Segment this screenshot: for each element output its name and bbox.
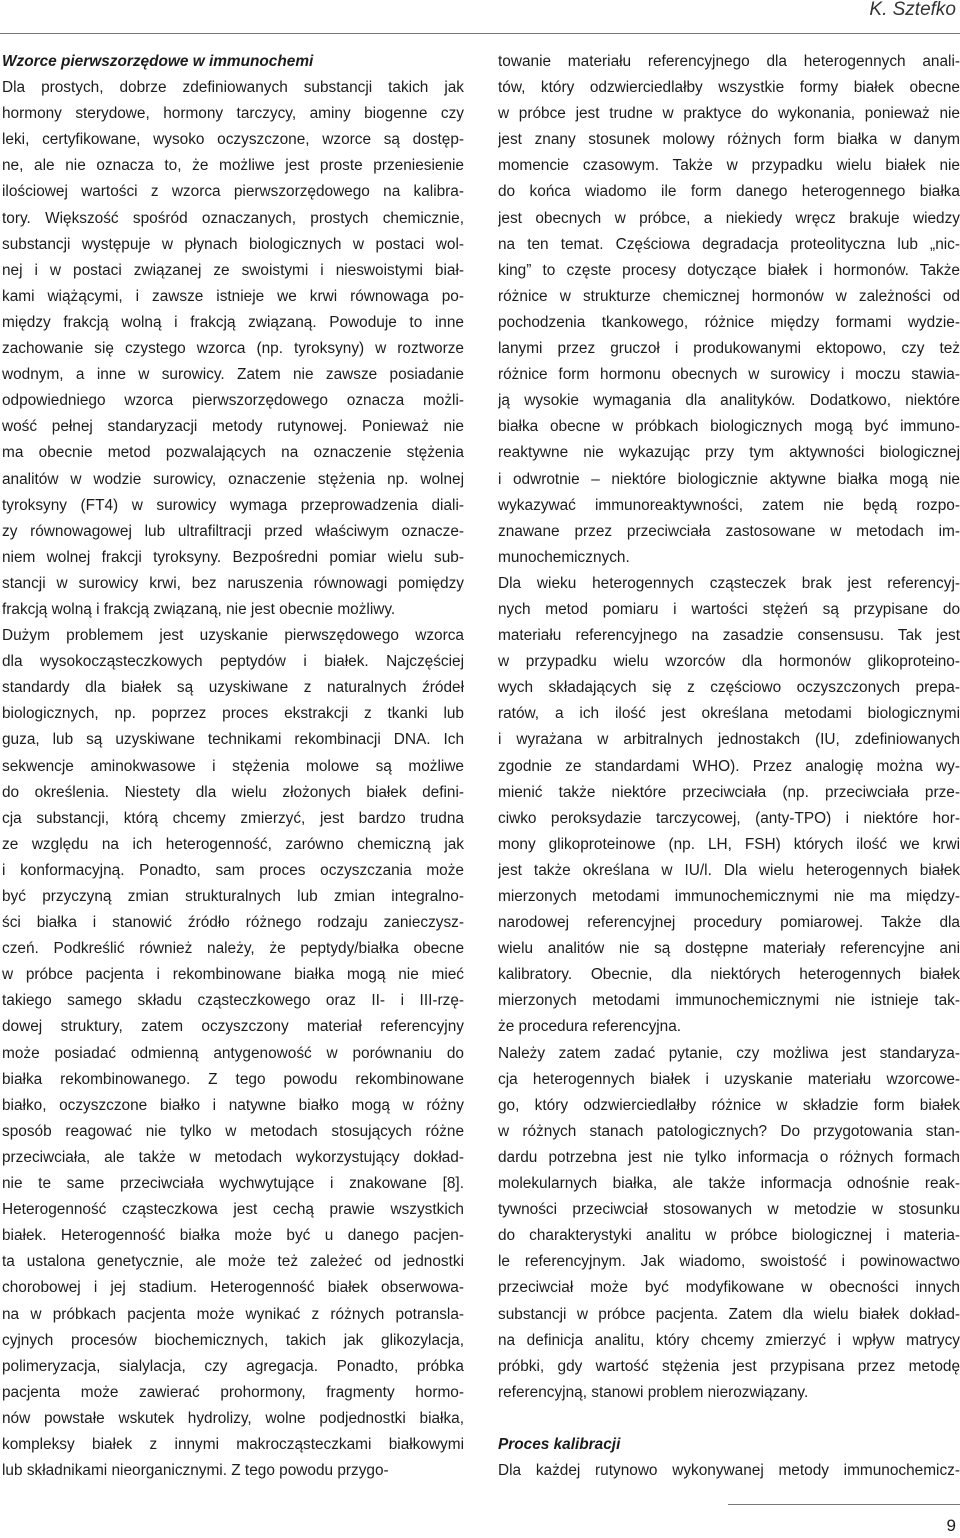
text-line: Dla prostych, dobrze zdefiniowanych substancji takich jak	[2, 79, 464, 97]
text-line: materiału referencyjnego na zasadzie consensusu. Tak jest	[498, 627, 960, 645]
text-line: hormony sterydowe, hormony tarczycy, aminy biogenne czy	[2, 105, 464, 123]
text-line: próbki, gdy wartość stężenia jest przypisana przez metodę	[498, 1357, 960, 1375]
text-line: tów, który odzwierciedlałby wszystkie formy białek obecne	[498, 79, 960, 97]
text-line: kami wiążącymi, i zawsze istnieje we krwi równowaga po-	[2, 287, 464, 305]
text-line: sposób reagować nie tylko w metodach stosujących różne	[2, 1122, 464, 1140]
text-line: może posiadać odmienną antygenowość w porównaniu do	[2, 1044, 464, 1062]
footer-rule	[728, 1504, 960, 1505]
text-line: guza, lub są uzyskiwane technikami rekombinacji DNA. Ich	[2, 731, 464, 749]
text-line: przeciwciała, ale także w metodach wykorzystujący dokład-	[2, 1148, 464, 1166]
text-line: przeciwciał może być modyfikowane w obecności innych	[498, 1279, 960, 1297]
text-line: nych metod pomiaru i wartości stężeń są przypisane do	[498, 600, 960, 618]
text-line: dardu potrzebna jest nie tylko informacja o różnych formach	[498, 1148, 960, 1166]
left-column	[2, 49, 464, 1484]
text-line: ze względu na ich heterogenność, zarówno chemiczną jak	[2, 835, 464, 853]
text-line: cyjnych procesów biochemicznych, takich jak glikozylacja,	[2, 1331, 464, 1349]
text-line: między frakcją wolną i frakcją związaną. Powoduje to inne	[2, 313, 464, 331]
text-line: zachowanie się czystego wzorca (np. tyroksyny) w roztworze	[2, 340, 464, 358]
text-line: na w próbkach pacjenta może wynikać z różnych potransla-	[2, 1305, 464, 1323]
text-line: leki, certyfikowane, wysoko oczyszczone, wzorce są dostęp-	[2, 131, 464, 149]
text-line: wielu analitów nie są dostępne materiały referencyjne ani	[498, 940, 960, 958]
text-line: tyroksyny (FT4) w surowicy wymaga przeprowadzenia diali-	[2, 496, 464, 514]
text-line: pacjenta może zawierać prohormony, fragmenty hormo-	[2, 1383, 464, 1401]
text-line: referencyjną, stanowi problem nierozwiązany.	[498, 1383, 809, 1401]
text-line: ilościowej wartości z wzorca pierwszorzędowego na kalibra-	[2, 183, 464, 201]
text-line: być przyczyną zmian strukturalnych lub zmian integralno-	[2, 888, 464, 905]
text-line: king” to częste procesy dotyczące białek i hormonów. Także	[498, 261, 960, 279]
text-line: mienić także niektóre przeciwciała (np. przeciwciała prze-	[498, 783, 960, 801]
text-line: do charakterystyki analitu w próbce biologicznej i materia-	[498, 1227, 960, 1245]
text-line: białko, oczyszczone białko i natywne białko mogą w różny	[2, 1096, 464, 1114]
text-line: ne, ale nie oznacza to, że możliwe jest proste przeniesienie	[2, 157, 464, 175]
text-line: jest znany stosunek molowy różnych form białka w danym	[498, 131, 960, 149]
text-line: Należy zatem zadać pytanie, czy możliwa jest standaryza-	[498, 1044, 960, 1062]
text-line: polimeryzacja, sialylacja, czy agregacja. Ponadto, próbka	[2, 1357, 464, 1375]
text-line: niem wolnej frakcji tyroksyny. Bezpośredni pomiar wielu sub-	[2, 548, 464, 566]
text-line: standardy dla białek są uzyskiwane z naturalnych źródeł	[2, 679, 464, 697]
text-line: lanymi przez gruczoł i produkowanymi ektopowo, czy też	[498, 340, 960, 358]
text-line: substancji w próbce pacjenta. Zatem dla wielu białek dokład-	[498, 1305, 960, 1323]
text-line: dowej struktury, zatem oczyszczony materiał referencyjny	[2, 1018, 464, 1036]
text-line: różnice w strukturze chemicznej hormonów w zależności od	[498, 287, 960, 305]
text-line: w próbce jest trudne w praktyce do wykonania, ponieważ nie	[498, 105, 960, 123]
text-line: nów powstałe wskutek hydrolizy, wolne podjednostki białka,	[2, 1409, 464, 1427]
text-line: i odwrotnie – niektóre biologicznie aktywne białka mogą nie	[498, 470, 960, 488]
text-line: molekularnych białka, ale także informacja odnośnie reak-	[498, 1175, 960, 1193]
text-line: narodowej referencyjnej procedury pomiarowej. Także dla	[498, 914, 960, 932]
text-line: białka obecne w próbkach biologicznych mogą być immuno-	[498, 418, 960, 436]
text-line: różnice form hormonu obecnych w surowicy i moczu stawia-	[498, 366, 960, 384]
text-line: ma obecnie metod pozwalających na oznaczenie stężenia	[2, 444, 464, 462]
text-line: ta ustalona genetycznie, ale może też zależeć od jednostki	[2, 1253, 464, 1271]
text-line: na ten temat. Częściowa degradacja proteolityczna lub „nic-	[498, 235, 960, 253]
section-gap	[498, 1406, 960, 1432]
text-line: Dla każdej rutynowo wykonywanej metody immunochemicz-	[498, 1461, 960, 1479]
text-line: ści białka i stanowić źródło różnego rodzaju zanieczysz-	[2, 914, 464, 932]
text-line: mony glikoproteinowe (np. LH, FSH) których ilość we krwi	[498, 835, 960, 853]
text-line: w przypadku wielu wzorców dla hormonów glikoproteino-	[498, 653, 960, 671]
section-heading-wzorce: Wzorce pierwszorzędowe w immunochemi	[2, 53, 314, 70]
text-line: frakcją wolną i frakcją związaną, nie jest obecnie możliwy.	[2, 600, 396, 618]
text-line: wość pełnej standaryzacji metody rutynowej. Ponieważ nie	[2, 418, 464, 436]
text-line: go, który odzwierciedlałby różnice w składzie form białek	[498, 1096, 960, 1114]
page-number: 9	[946, 1516, 956, 1535]
text-line: zgodnie ze standardami WHO). Przez analogię można wy-	[498, 757, 960, 775]
text-line: takiego samego składu cząsteczkowego oraz II- i III-rzę-	[2, 992, 464, 1010]
text-line: ją wysokie wymagania dla analityków. Dodatkowo, niektóre	[498, 392, 960, 410]
running-head: K. Sztefko	[869, 0, 956, 20]
text-line: stancji w surowicy krwi, bez naruszenia równowagi pomiędzy	[2, 574, 464, 592]
text-line: do końca wiadomo ile form danego heterogennego białka	[498, 183, 960, 201]
text-line: cja substancji, którą chcemy zmierzyć, jest bardzo trudna	[2, 809, 464, 827]
right-column-text-b	[498, 1458, 960, 1484]
text-line: kompleksy białek z innymi makrocząsteczkami białkowymi	[2, 1435, 464, 1453]
text-line: mierzonych metodami immunochemicznymi nie istnieje tak-	[498, 992, 960, 1010]
text-line: odpowiedniego wzorca pierwszorzędowego oznacza możli-	[2, 392, 464, 410]
right-column	[498, 49, 960, 1484]
text-line: wodnym, a inne w surowicy. Zatem nie zawsze posiadanie	[2, 366, 464, 384]
text-line: wych składających się z częściowo oczyszczonych prepa-	[498, 679, 960, 697]
text-line: Heterogenność cząsteczkowa jest cechą prawie wszystkich	[2, 1201, 464, 1219]
text-line: wykazywać immunoreaktywności, zatem nie będą rozpo-	[498, 496, 960, 514]
text-line: białka rekombinowanego. Z tego powodu rekombinowane	[2, 1070, 464, 1088]
text-line: biologicznych, np. poprzez proces ekstrakcji z tkanki lub	[2, 705, 464, 723]
text-line: znawane przez przeciwciała zastosowane w metodach im-	[498, 522, 960, 540]
text-line: munochemicznych.	[498, 548, 630, 566]
text-line: reaktywne nie wykazując przy tym aktywności biologicznej	[498, 444, 960, 462]
text-line: jest także określana w IU/l. Dla wielu heterogennych białek	[498, 861, 960, 879]
text-line: pochodzenia tkankowego, różnice między formami wydzie-	[498, 313, 960, 331]
text-line: ratów, a ich ilość jest określana metodami biologicznymi	[498, 705, 960, 723]
text-line: nej i w postaci związanej ze swoistymi i nieswoistymi biał-	[2, 261, 464, 279]
text-line: substancji występuje w płynach biologicznych w postaci wol-	[2, 235, 464, 253]
text-line: Dla wieku heterogennych cząsteczek brak jest referencyj-	[498, 574, 960, 592]
text-line: i konformacyjną. Ponadto, sam proces oczyszczania może	[2, 861, 464, 879]
text-line: chorobowej i jej stadium. Heterogenność białek obserwowa-	[2, 1279, 464, 1297]
text-line: le referencyjnym. Jak wiadomo, swoistość i powinowactwo	[498, 1253, 960, 1271]
section-heading-proces-kalibracji: Proces kalibracji	[498, 1435, 621, 1453]
text-line: cja heterogennych białek i uzyskanie materiału wzorcowe-	[498, 1070, 960, 1088]
text-line: ciwko peroksydazie tarczycowej, (anty-TPO) i niektóre hor-	[498, 809, 960, 827]
text-line: na definicja analitu, który chcemy zmierzyć i wpływ matrycy	[498, 1331, 960, 1349]
text-line: sekwencje aminokwasowe i stężenia molowe są możliwe	[2, 757, 464, 775]
text-line: dla wysokocząsteczkowych peptydów i białek. Najczęściej	[2, 653, 464, 671]
text-line: tory. Większość spośród oznaczanych, prostych chemicznie,	[2, 209, 464, 227]
text-line: w próbce pacjenta i rekombinowane białka mogą nie mieć	[2, 966, 464, 984]
text-line: analitów w wodzie surowicy, oznaczenie stężenia np. wolnej	[2, 470, 464, 488]
text-line: mierzonych metodami immunochemicznymi nie ma między-	[498, 888, 960, 905]
text-line: kalibratory. Obecnie, dla niektórych heterogennych białek	[498, 966, 960, 984]
text-line: towanie materiału referencyjnego dla heterogennych anali-	[498, 53, 960, 70]
text-line: że procedura referencyjna.	[498, 1018, 682, 1036]
text-line: tywności przeciwciał stosowanych w metodzie w stosunku	[498, 1201, 960, 1219]
text-line: Dużym problemem jest uzyskanie pierwszędowego wzorca	[2, 627, 464, 645]
text-line: zy równowagowej lub ultrafiltracji przed właściwym oznacze-	[2, 522, 464, 540]
text-line: czeń. Podkreślić również należy, że peptydy/białka obecne	[2, 940, 464, 958]
right-column-text-a	[498, 49, 960, 1406]
text-line: do określenia. Niestety dla wielu złożonych białek defini-	[2, 783, 464, 801]
text-line: momencie czasowym. Także w przypadku wielu białek nie	[498, 157, 960, 175]
text-line: i wyrażana w arbitralnych jednostakch (IU, zdefiniowanych	[498, 731, 960, 749]
text-line: lub składnikami nieorganicznymi. Z tego powodu przygo-	[2, 1462, 389, 1480]
text-line: nie te same przeciwciała wychwytujące i znakowane [8].	[2, 1175, 464, 1193]
header-rule	[0, 33, 960, 34]
text-line: jest obecnych w próbce, a niekiedy wręcz brakuje wiedzy	[498, 209, 960, 227]
text-line: białek. Heterogenność białka może być u danego pacjen-	[2, 1227, 464, 1245]
text-line: w różnych stanach patologicznych? Do przygotowania stan-	[498, 1122, 960, 1140]
